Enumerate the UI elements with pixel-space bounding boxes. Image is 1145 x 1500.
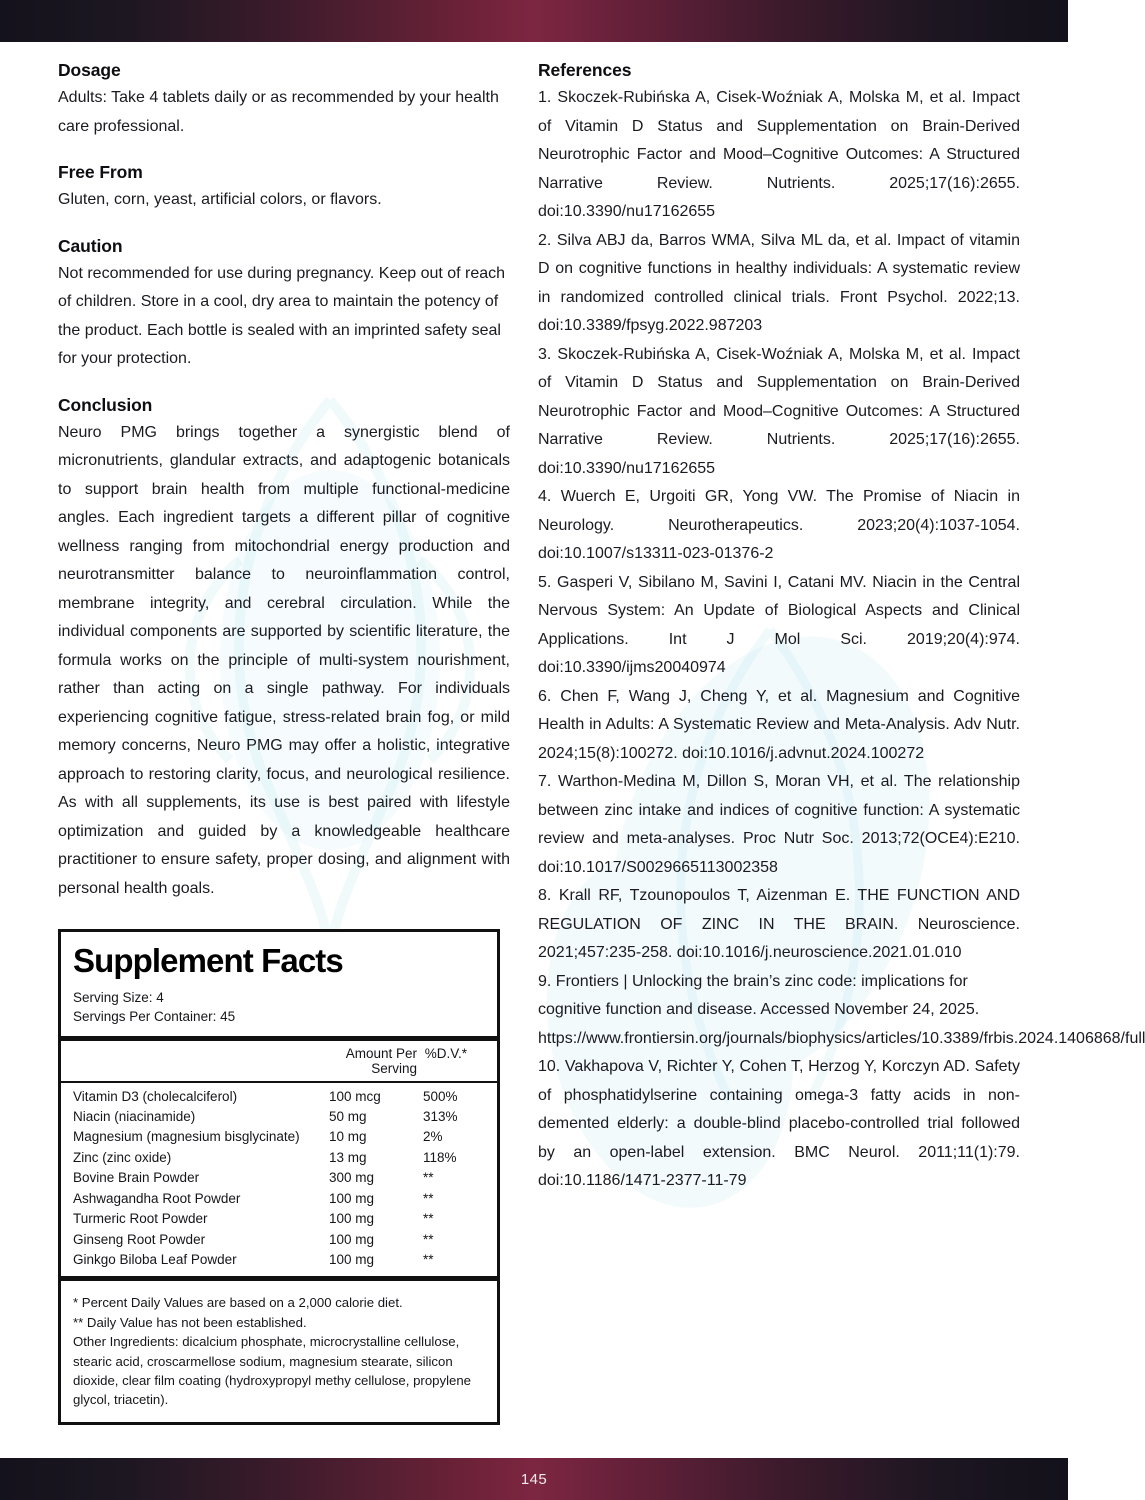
table-row (73, 1148, 485, 1168)
reference-item: 1. Skoczek-Rubińska A, Cisek-Woźniak A, Molska M, et al. Impact of Vitamin D Status and Supplementation on Brain-Derived Neurotrophic Factor and Mood–Cognitive Outcomes: A Structured Narrative Review. Nutrients. 2025;17(16):2655. doi:10.3390/nu17162655 (538, 89, 1020, 220)
ingredient-name: Vitamin D3 (cholecalciferol) (73, 1088, 238, 1104)
dosage-heading: Dosage (58, 60, 121, 80)
reference-item: 2. Silva ABJ da, Barros WMA, Silva ML da, et al. Impact of vitamin D on cognitive functions in healthy individuals: A systematic review in randomized controlled clinical trials. Front Psychol. 2022;13. doi:10.3389/fpsyg.2022.987203 (538, 231, 1020, 334)
ingredient-dv: 118% (423, 1149, 457, 1165)
footnote-line: * Percent Daily Values are based on a 2,000 calorie diet. (73, 1295, 403, 1311)
reference-item: 8. Krall RF, Tzounopoulos T, Aizenman E. THE FUNCTION AND REGULATION OF ZINC IN THE BRAIN. Neuroscience. 2021;457:235-258. doi:10.1016/j.neuroscience.2021.01.010 (538, 887, 1020, 961)
table-row (73, 1107, 485, 1127)
ingredient-dv: ** (423, 1211, 434, 1227)
conclusion-body: Neuro PMG brings together a synergistic blend of micronutrients, glandular extracts, and adaptogenic botanicals to support brain health from multiple functional-medicine angles. Each ingredient targets a different pillar of cognitive wellness ranging from mitochondrial energy production and neurotransmitter balance to neuroinflammation control, membrane integrity, and cerebral circulation. While the individual components are supported by scientific literature, the formula works on the principle of multi-system nourishment, rather than acting on a single pathway. For individuals experiencing cognitive fatigue, stress-related brain fog, or mild memory concerns, Neuro PMG may offer a holistic, integrative approach to restoring clarity, focus, and neurological resilience. As with all supplements, its use is best paired with lifestyle optimization and guided by a knowledgeable healthcare practitioner to ensure safety, proper dosing, and alignment with personal health goals. (58, 423, 510, 897)
supplement-facts-header (61, 932, 497, 1036)
ingredient-name: Ashwagandha Root Powder (73, 1190, 241, 1206)
reference-item: 4. Wuerch E, Urgoiti GR, Yong VW. The Promise of Niacin in Neurology. Neurotherapeutics. 2023;20(4):1037-1054. doi:10.1007/s13311-023-01376-2 (538, 488, 1020, 562)
section-conclusion (58, 395, 510, 904)
ingredient-name: Magnesium (magnesium bisglycinate) (73, 1129, 300, 1145)
ingredient-amount: 100 mg (329, 1251, 375, 1267)
reference-item: 5. Gasperi V, Sibilano M, Savini I, Catani MV. Niacin in the Central Nervous System: An Update of Biological Aspects and Clinical Applications. Int J Mol Sci. 2019;20(4):974. doi:10.3390/ijms20040974 (538, 573, 1020, 676)
supplement-facts-footnotes (61, 1281, 497, 1421)
ingredient-amount: 100 mcg (329, 1088, 381, 1104)
page-number: 145 (520, 1470, 548, 1488)
servings-per-container: Servings Per Container: 45 (73, 1008, 236, 1024)
ingredient-name: Turmeric Root Powder (73, 1211, 208, 1227)
ingredient-amount: 100 mg (329, 1231, 375, 1247)
column-header-amount: Amount Per Serving (345, 1045, 417, 1076)
supplement-table-header (61, 1041, 497, 1081)
reference-item: 9. Frontiers | Unlocking the brain’s zinc code: implications for cognitive function and disease. Accessed November 24, 2025. https://www.frontiersin.org/journals/biophysics/articles/10.3389/frbis.2024.1406868/full (538, 972, 1145, 1047)
serving-size: Serving Size: 4 (73, 989, 164, 1005)
ingredient-name: Ginkgo Biloba Leaf Powder (73, 1251, 237, 1267)
left-column (58, 60, 510, 1458)
ingredient-name: Bovine Brain Powder (73, 1170, 200, 1186)
ingredient-name: Niacin (niacinamide) (73, 1109, 196, 1125)
spacer (58, 215, 510, 236)
ingredient-dv: ** (423, 1170, 434, 1186)
page-content (0, 42, 1145, 1458)
references-list (538, 84, 1145, 1196)
ingredient-name: Ginseng Root Powder (73, 1231, 206, 1247)
page-header-bar (0, 0, 1068, 42)
spacer (58, 141, 510, 162)
caution-body: Not recommended for use during pregnancy. Keep out of reach of children. Store in a cool, dry area to maintain the potency of the product. Each bottle is sealed with an imprinted safety seal for your protection. (58, 264, 506, 367)
ingredient-name: Zinc (zinc oxide) (73, 1149, 172, 1165)
conclusion-heading: Conclusion (58, 394, 153, 415)
ingredient-dv: 313% (423, 1109, 458, 1125)
free-from-body: Gluten, corn, yeast, artificial colors, or flavors. (58, 191, 382, 208)
footnote-line: ** Daily Value has not been established. (73, 1314, 307, 1330)
ingredient-amount: 10 mg (329, 1129, 367, 1145)
caution-heading: Caution (58, 235, 123, 256)
column-header-dv: %D.V.* (424, 1045, 467, 1061)
reference-item: 7. Warthon-Medina M, Dillon S, Moran VH, et al. The relationship between zinc intake and indices of cognitive function: A systematic review and meta-analyses. Proc Nutr Soc. 2013;72(OCE4):E210. doi:10.1017/S0029665113002358 (538, 773, 1020, 876)
page-footer-bar (0, 1458, 1068, 1500)
section-free-from (58, 162, 510, 215)
column-header-name (73, 1046, 321, 1076)
ingredient-dv: 2% (423, 1129, 443, 1145)
ingredient-amount: 300 mg (329, 1170, 375, 1186)
ingredient-amount: 100 mg (329, 1190, 375, 1206)
table-row (73, 1127, 485, 1147)
supplement-table-body (61, 1083, 497, 1277)
ingredient-dv: ** (423, 1190, 434, 1206)
ingredient-amount: 100 mg (329, 1211, 375, 1227)
section-caution (58, 236, 510, 374)
ingredient-dv: 500% (423, 1088, 458, 1104)
table-row (73, 1168, 485, 1188)
ingredient-amount: 50 mg (329, 1109, 367, 1125)
ingredient-amount: 13 mg (329, 1149, 367, 1165)
supplement-facts-panel (58, 929, 500, 1425)
reference-item: 10. Vakhapova V, Richter Y, Cohen T, Herzog Y, Korczyn AD. Safety of phosphatidylserine containing omega-3 fatty acids in non-demented elderly: a double-blind placebo-controlled trial followed by an open-label extension. BMC Neurol. 2011;11(1):79. doi:10.1186/1471-2377-11-79 (538, 1058, 1020, 1189)
reference-item: 6. Chen F, Wang J, Cheng Y, et al. Magnesium and Cognitive Health in Adults: A Systematic Review and Meta-Analysis. Adv Nutr. 2024;15(8):100272. doi:10.1016/j.advnut.2024.100272 (538, 687, 1020, 762)
footnote-line: Other Ingredients: dicalcium phosphate, microcrystalline cellulose, stearic acid, croscarmellose sodium, magnesium stearate, silicon dioxide, clear film coating (hydroxypropyl methy cellulose, propylene glycol, triacetin). (73, 1334, 472, 1408)
right-column (538, 60, 1145, 1458)
ingredient-dv: ** (423, 1231, 434, 1247)
table-row (73, 1087, 485, 1107)
supplement-facts-title: Supplement Facts (73, 942, 343, 979)
ingredient-dv: ** (423, 1251, 434, 1267)
references-heading: References (538, 60, 632, 80)
spacer (58, 374, 510, 395)
free-from-heading: Free From (58, 162, 143, 182)
table-row (73, 1230, 485, 1250)
reference-item: 3. Skoczek-Rubińska A, Cisek-Woźniak A, Molska M, et al. Impact of Vitamin D Status and Supplementation on Brain-Derived Neurotrophic Factor and Mood–Cognitive Outcomes: A Structured Narrative Review. Nutrients. 2025;17(16):2655. doi:10.3390/nu17162655 (538, 345, 1020, 477)
table-row (73, 1250, 485, 1270)
section-dosage (58, 60, 510, 141)
table-row (73, 1209, 485, 1229)
dosage-body: Adults: Take 4 tablets daily or as recommended by your health care professional. (58, 89, 499, 135)
table-row (73, 1189, 485, 1209)
